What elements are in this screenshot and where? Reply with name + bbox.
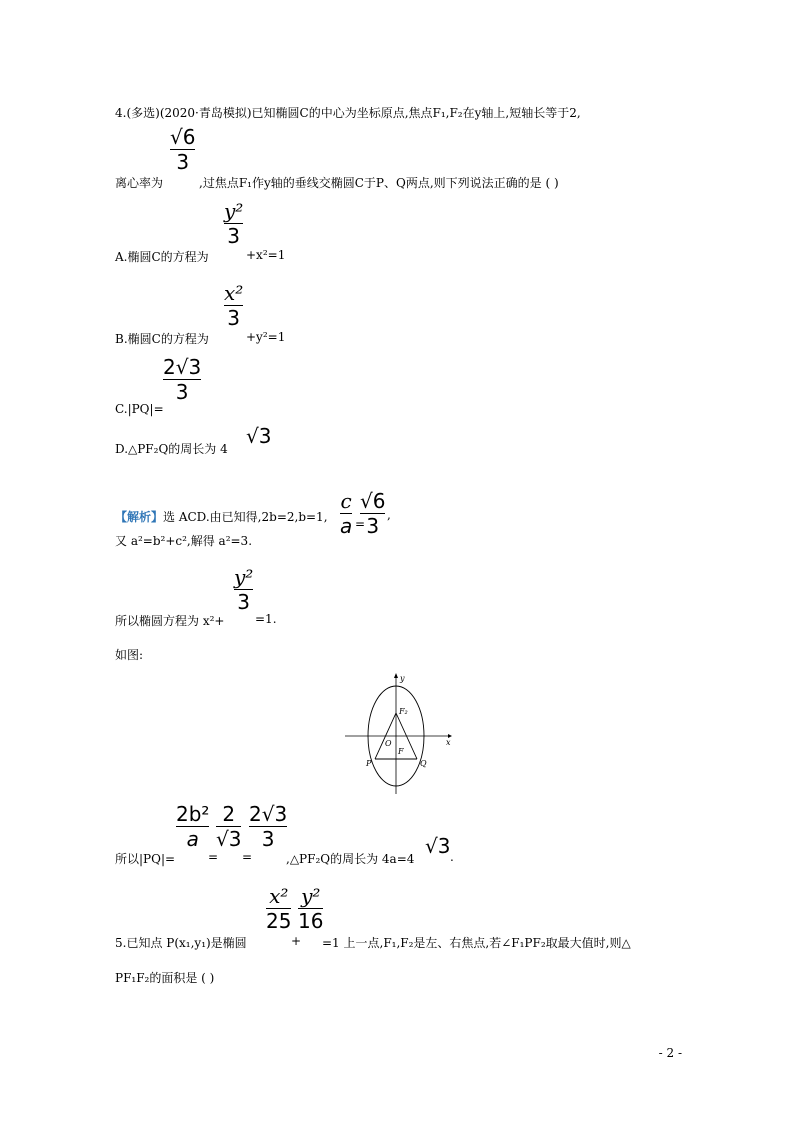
solution-line1-text: 选 ACD.由已知得,2b=2,b=1,: [163, 510, 328, 524]
frac-denominator: 3: [176, 150, 190, 174]
solution-root6-over-3: [360, 490, 385, 537]
solution-comma: ,: [387, 508, 391, 522]
frac-numerator: 2√3: [249, 802, 288, 826]
frac-denominator: 3: [237, 590, 251, 614]
frac-denominator: 3: [366, 514, 380, 538]
frac-numerator: [224, 282, 243, 304]
q5-prefix: 5.已知点 P(x₁,y₁)是椭圆: [115, 936, 247, 950]
pq-frac-2: [216, 803, 241, 850]
q4-line2-suffix: ,过焦点F₁作y轴的垂线交椭圆C于P、Q两点,则下列说法正确的是 ( ): [199, 176, 559, 190]
frac-denominator: 16: [298, 909, 324, 933]
pq-suffix: ,△PF₂Q的周长为 4a=4: [286, 852, 415, 866]
pq-prefix: 所以|PQ|=: [115, 852, 176, 866]
solution-line2: 又 a²=b²+c²,解得 a²=3.: [115, 534, 253, 548]
frac-numerator: √6: [360, 489, 386, 513]
option-c-fraction: [163, 356, 201, 403]
label-f1: F: [398, 747, 404, 756]
solution-line4: 如图:: [115, 648, 144, 662]
q5-frac-x2-25: [266, 885, 291, 932]
frac-denominator: 3: [227, 306, 241, 330]
option-c-prefix: C.|PQ|=: [115, 402, 164, 416]
solution-line1: [115, 508, 328, 525]
option-b-fraction: [224, 282, 243, 329]
analysis-tag: 【解析】: [115, 510, 164, 524]
frac-denominator: 25: [266, 909, 292, 933]
label-y: y: [400, 674, 405, 683]
frac-numerator: 2b²: [176, 802, 210, 826]
frac-denominator-text: a: [186, 827, 199, 851]
frac-numerator-text: x²: [224, 281, 244, 305]
frac-numerator: [266, 885, 291, 907]
frac-numerator: [234, 566, 253, 588]
ellipse-figure: [340, 672, 460, 797]
frac-numerator-text: y²: [234, 565, 254, 589]
option-a-prefix: A.椭圆C的方程为: [115, 250, 209, 264]
label-x: x: [446, 738, 451, 747]
option-d-prefix: D.△PF₂Q的周长为 4: [115, 442, 228, 456]
pq-frac-3: [249, 803, 287, 850]
frac-denominator: 3: [175, 380, 189, 404]
frac-numerator-text: y²: [224, 199, 244, 223]
q5-line2: PF₁F₂的面积是 ( ): [115, 971, 215, 985]
q4-line2-prefix: 离心率为: [115, 176, 164, 190]
frac-denominator: [176, 828, 209, 850]
frac-numerator: 2√3: [163, 355, 202, 379]
frac-denominator: 3: [227, 224, 241, 248]
label-origin: O: [385, 739, 392, 748]
y-axis-arrow: [394, 673, 398, 678]
q5-frac-y2-16: [298, 885, 323, 932]
solution-y2-over-3: [234, 566, 253, 613]
frac-numerator: √6: [170, 125, 196, 149]
pq-eq-1: =: [208, 850, 219, 864]
frac-denominator: 3: [261, 827, 275, 851]
pq-root: √3: [425, 834, 451, 858]
q4-eccentricity-fraction: [170, 126, 195, 173]
solution-eq-sign: =: [355, 517, 366, 531]
frac-numerator: [224, 200, 243, 222]
frac-numerator: 2: [222, 802, 236, 826]
solution-c-over-a: [340, 490, 352, 537]
option-a-fraction: [224, 200, 243, 247]
label-q: Q: [420, 759, 427, 768]
solution-line3-prefix: 所以椭圆方程为 x²+: [115, 614, 225, 628]
label-f2: F₂: [399, 707, 408, 716]
pq-eq-2: =: [242, 850, 253, 864]
option-a-suffix: +x²=1: [246, 248, 286, 262]
option-b-suffix: +y²=1: [246, 330, 286, 344]
option-d-root: √3: [246, 424, 272, 448]
q4-line1: 4.(多选)(2020·青岛模拟)已知椭圆C的中心为坐标原点,焦点F₁,F₂在y轴上,短轴长等于2,: [115, 106, 581, 120]
frac-denominator: [340, 515, 352, 537]
frac-numerator: [298, 885, 323, 907]
frac-numerator: [340, 490, 352, 512]
pq-end: .: [450, 850, 454, 864]
pq-frac-1: [176, 803, 209, 850]
frac-numerator-text: c: [340, 489, 352, 513]
frac-numerator-text: x²: [269, 884, 289, 908]
frac-denominator: √3: [216, 827, 242, 851]
frac-denominator-text: a: [340, 514, 353, 538]
q5-suffix: =1 上一点,F₁,F₂是左、右焦点,若∠F₁PF₂取最大值时,则△: [322, 936, 631, 950]
page-number: - 2 -: [658, 1046, 682, 1060]
solution-line3-suffix: =1.: [255, 612, 277, 626]
q5-plus: +: [291, 934, 302, 948]
option-b-prefix: B.椭圆C的方程为: [115, 332, 209, 346]
label-p: P: [366, 759, 372, 768]
frac-numerator-text: y²: [301, 884, 321, 908]
